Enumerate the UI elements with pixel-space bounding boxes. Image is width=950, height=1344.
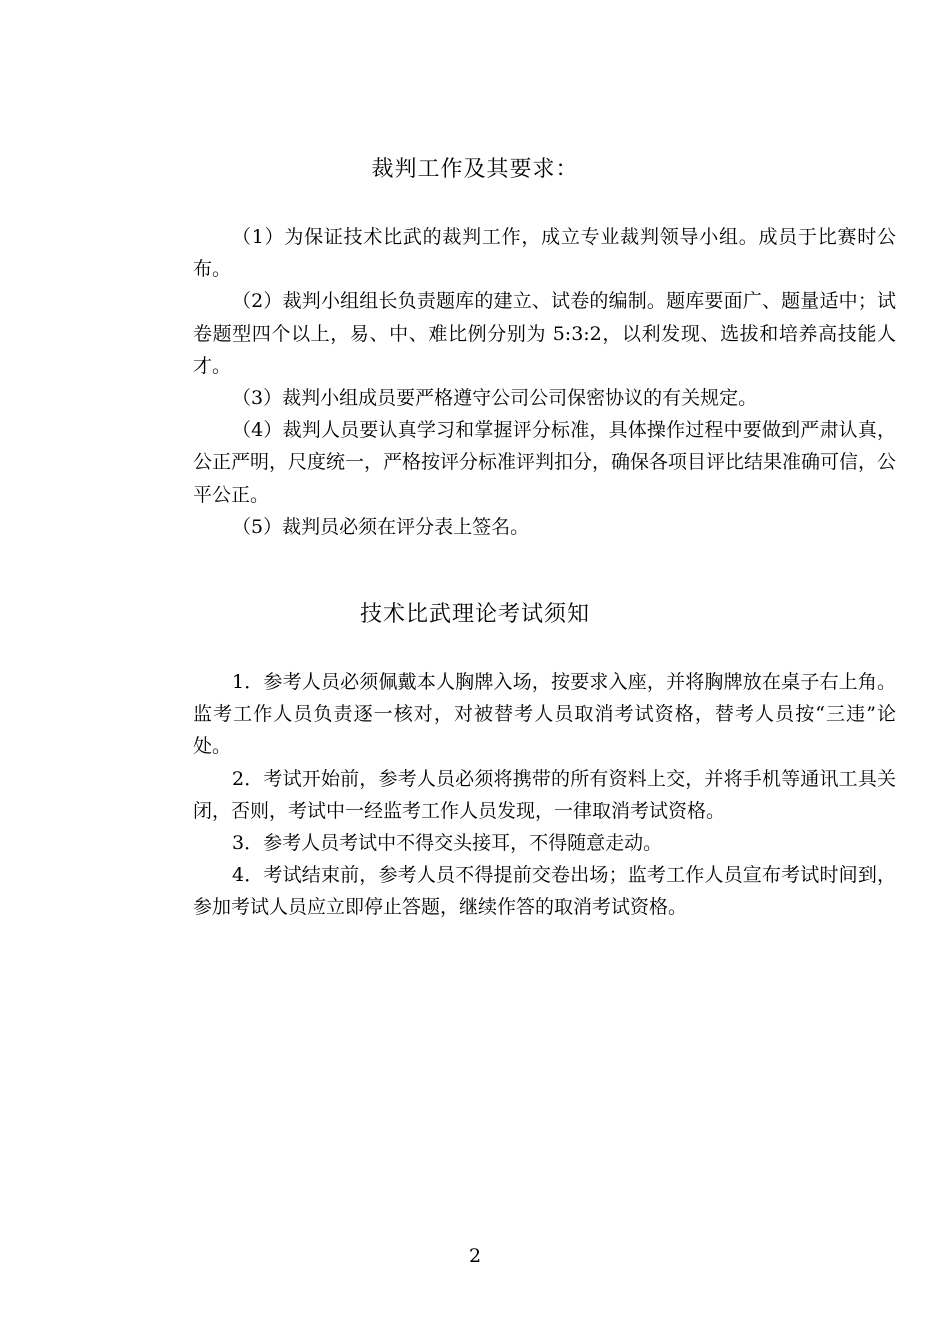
paragraph-referee-4: （4）裁判人员要认真学习和掌握评分标准，具体操作过程中要做到严肃认真，公正严明，尺度统一，严格按评分标准评判扣分，确保各项目评比结果准确可信，公平公正。 [193, 419, 897, 506]
paragraph-referee-2: （2）裁判小组组长负责题库的建立、试卷的编制。题库要面广、题量适中；试卷题型四个以上，易、中、难比例分别为 5:3:2，以利发现、选拔和培养高技能人才。 [193, 290, 896, 377]
paragraph-referee-1: （1）为保证技术比武的裁判工作，成立专业裁判领导小组。成员于比赛时公布。 [193, 226, 896, 281]
section-body-exam-notice [193, 666, 896, 924]
paragraph-exam-3: 3．参考人员考试中不得交头接耳，不得随意走动。 [232, 832, 663, 855]
paragraph-exam-1: 1．参考人员必须佩戴本人胸牌入场，按要求入座，并将胸牌放在桌子右上角。监考工作人员负责逐一核对，对被替考人员取消考试资格，替考人员按“三违”论处。 [193, 671, 896, 758]
page-number: 2 [468, 1245, 482, 1267]
paragraph-exam-2: 2．考试开始前，参考人员必须将携带的所有资料上交，并将手机等通讯工具关闭，否则，考试中一经监考工作人员发现，一律取消考试资格。 [193, 767, 896, 822]
paragraph-referee-5: （5）裁判员必须在评分表上签名。 [232, 515, 530, 538]
section-body-referee-work [193, 221, 896, 543]
paragraph-exam-4: 4．考试结束前，参考人员不得提前交卷出场；监考工作人员宣布考试时间到，参加考试人员应立即停止答题，继续作答的取消考试资格。 [193, 864, 896, 919]
section-title-exam-notice: 技术比武理论考试须知 [359, 602, 590, 627]
paragraph-referee-3: （3）裁判小组成员要严格遵守公司公司保密协议的有关规定。 [232, 387, 758, 410]
section-title-referee-work: 裁判工作及其要求： [371, 157, 579, 182]
